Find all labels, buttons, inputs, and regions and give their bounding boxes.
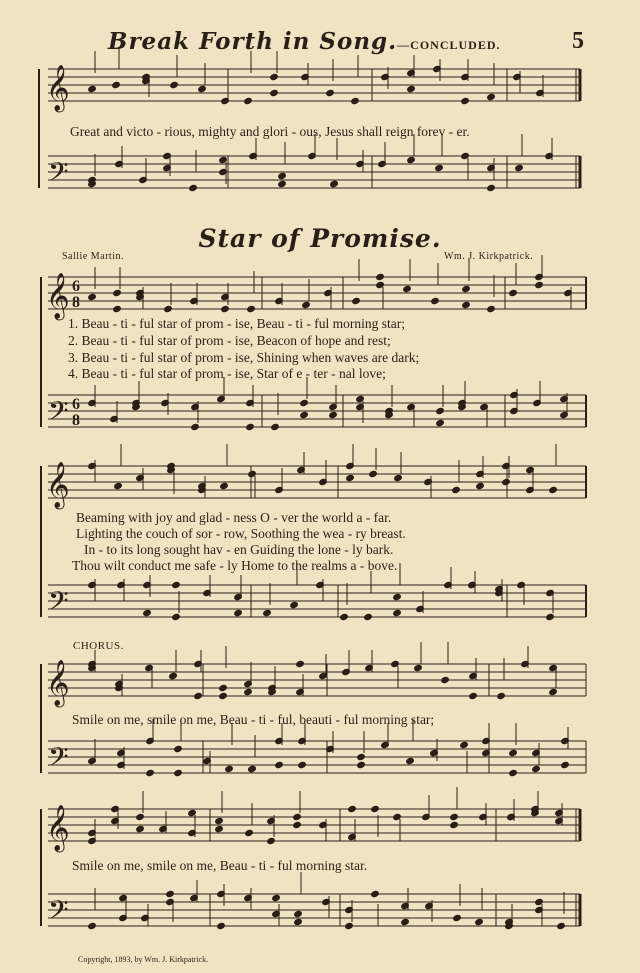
- note-head: [476, 482, 485, 489]
- note-head: [450, 821, 459, 828]
- note-head: [515, 164, 524, 171]
- note-head: [460, 741, 469, 748]
- note-head: [136, 813, 145, 820]
- note-head: [462, 285, 471, 292]
- note-head: [294, 910, 303, 917]
- note-head: [441, 676, 450, 683]
- note-head: [271, 423, 280, 430]
- treble-clef-icon: 𝄞: [46, 805, 70, 851]
- note-head: [278, 172, 287, 179]
- note-head: [267, 837, 276, 844]
- copyright-notice: Copyright, 1893, by Wm. J. Kirkpatrick.: [78, 955, 209, 964]
- note-head: [244, 97, 253, 104]
- bass-clef-icon: 𝄢: [48, 741, 69, 779]
- note-head: [164, 305, 173, 312]
- page-number: 5: [572, 28, 584, 54]
- note-head: [330, 180, 339, 187]
- note-head: [298, 761, 307, 768]
- note-head: [393, 593, 402, 600]
- note-head: [487, 184, 496, 191]
- note-head: [146, 769, 155, 776]
- note-head: [293, 821, 302, 828]
- note-head: [278, 180, 287, 187]
- verse-cont-line-3: In - to its long sought hav - en Guiding the lone - ly bark.: [84, 542, 394, 557]
- note-head: [88, 85, 97, 92]
- note-head: [561, 761, 570, 768]
- note-head: [469, 692, 478, 699]
- note-head: [225, 765, 234, 772]
- verse-cont-line-4: Thou wilt conduct me safe - ly Home to the realms a - bove.: [72, 558, 398, 573]
- note-head: [535, 281, 544, 288]
- note-head: [172, 613, 181, 620]
- note-head: [245, 829, 254, 836]
- note-head: [215, 825, 224, 832]
- note-head: [357, 761, 366, 768]
- note-head: [340, 613, 349, 620]
- note-head: [329, 411, 338, 418]
- bass-clef-icon: 𝄢: [48, 395, 69, 433]
- note-head: [348, 805, 357, 812]
- note-head: [290, 601, 299, 608]
- note-head: [549, 486, 558, 493]
- treble-clef-icon: 𝄞: [46, 462, 70, 508]
- note-head: [557, 922, 566, 929]
- time-signature-8: 8: [72, 412, 80, 429]
- note-head: [487, 93, 496, 100]
- note-head: [364, 613, 373, 620]
- note-head: [497, 692, 506, 699]
- verse-line-1: 1. Beau - ti - ful star of prom - ise, Beau - ti - ful morning star;: [68, 316, 406, 331]
- note-head: [431, 297, 440, 304]
- note-head: [296, 660, 305, 667]
- note-head: [172, 581, 181, 588]
- note-head: [326, 89, 335, 96]
- note-head: [346, 474, 355, 481]
- note-head: [502, 478, 511, 485]
- treble-clef-icon: 𝄞: [46, 273, 70, 319]
- note-head: [532, 765, 541, 772]
- note-head: [270, 73, 279, 80]
- verse-line-3: 3. Beau - ti - ful star of prom - ise, Shining when waves are dark;: [68, 350, 420, 365]
- note-head: [248, 765, 257, 772]
- bass-clef-icon: 𝄢: [48, 156, 69, 194]
- note-head: [452, 486, 461, 493]
- note-head: [453, 914, 462, 921]
- note-head: [487, 305, 496, 312]
- music-by: Wm. J. Kirkpatrick.: [444, 251, 534, 262]
- note-head: [509, 289, 518, 296]
- note-head: [403, 285, 412, 292]
- note-head: [246, 423, 255, 430]
- note-head: [136, 825, 145, 832]
- note-head: [174, 745, 183, 752]
- note-head: [407, 85, 416, 92]
- note-head: [191, 423, 200, 430]
- note-head: [462, 301, 471, 308]
- words-by: Sallie Martin.: [62, 251, 124, 262]
- verse-cont-line-1: Beaming with joy and glad - ness O - ver the world a - far.: [76, 510, 392, 525]
- note-head: [169, 672, 178, 679]
- note-head: [170, 81, 179, 88]
- note-head: [509, 749, 518, 756]
- note-head: [174, 769, 183, 776]
- note-head: [475, 918, 484, 925]
- note-head: [450, 813, 459, 820]
- note-head: [244, 688, 253, 695]
- note-head: [436, 407, 445, 414]
- note-head: [270, 89, 279, 96]
- note-head: [371, 805, 380, 812]
- note-head: [436, 419, 445, 426]
- note-head: [221, 305, 230, 312]
- note-head: [234, 609, 243, 616]
- note-head: [406, 757, 415, 764]
- verse-line-4: 4. Beau - ti - ful star of prom - ise, Star of e - ter - nal love;: [68, 366, 386, 381]
- note-head: [247, 305, 256, 312]
- note-head: [369, 470, 378, 477]
- treble-clef-icon: 𝄞: [46, 65, 70, 111]
- note-head: [394, 474, 403, 481]
- time-signature-6: 6: [72, 278, 80, 295]
- note-head: [345, 922, 354, 929]
- hymn1-lyric: Great and victo - rious, mighty and glori - ous, Jesus shall reign forev - er.: [70, 124, 470, 139]
- time-signature-6: 6: [72, 396, 80, 413]
- note-head: [300, 399, 309, 406]
- note-head: [113, 289, 122, 296]
- note-head: [302, 301, 311, 308]
- note-head: [294, 918, 303, 925]
- note-head: [189, 184, 198, 191]
- note-head: [215, 817, 224, 824]
- note-head: [352, 297, 361, 304]
- note-head: [114, 482, 123, 489]
- note-heads: [88, 47, 573, 930]
- note-head: [300, 411, 309, 418]
- note-head: [220, 482, 229, 489]
- note-head: [217, 922, 226, 929]
- note-head: [263, 609, 272, 616]
- note-head: [143, 609, 152, 616]
- note-head: [198, 85, 207, 92]
- hymn-title-star-of-promise: Star of Promise.: [198, 224, 442, 253]
- note-head: [461, 97, 470, 104]
- note-head: [272, 894, 281, 901]
- note-head: [194, 692, 203, 699]
- hymn1-title-text: Break Forth in Song.: [108, 28, 398, 55]
- note-head: [376, 273, 385, 280]
- note-head: [435, 164, 444, 171]
- treble-clef-icon: 𝄞: [46, 660, 70, 706]
- chorus-label: CHORUS.: [73, 640, 124, 652]
- verse-line-2: 2. Beau - ti - ful star of prom - ise, Beacon of hope and rest;: [68, 333, 391, 348]
- bass-clef-icon: 𝄢: [48, 585, 69, 623]
- note-head: [112, 81, 121, 88]
- note-head: [219, 684, 228, 691]
- note-head: [546, 613, 555, 620]
- note-head: [219, 692, 228, 699]
- note-head: [414, 664, 423, 671]
- verse-cont-line-2: Lighting the couch of sor - row, Soothing the wea - ry breast.: [76, 526, 406, 541]
- note-head: [509, 769, 518, 776]
- note-head: [549, 688, 558, 695]
- note-head: [357, 753, 366, 760]
- note-head: [293, 813, 302, 820]
- note-head: [166, 890, 175, 897]
- note-head: [401, 918, 410, 925]
- chorus-line-1: Smile on me, smile on me, Beau - ti - ful, beauti - ful morning star;: [72, 712, 435, 727]
- note-head: [407, 156, 416, 163]
- note-head: [351, 97, 360, 104]
- chorus-line-2: Smile on me, smile on me, Beau - ti - ful morning star.: [72, 858, 368, 873]
- bass-clef-icon: 𝄢: [48, 894, 69, 932]
- note-head: [88, 293, 97, 300]
- note-head: [113, 305, 122, 312]
- concluded-label: —CONCLUDED.: [397, 38, 501, 52]
- time-signature-8: 8: [72, 294, 80, 311]
- note-head: [371, 890, 380, 897]
- note-head: [393, 609, 402, 616]
- note-head: [275, 761, 284, 768]
- note-head: [88, 922, 97, 929]
